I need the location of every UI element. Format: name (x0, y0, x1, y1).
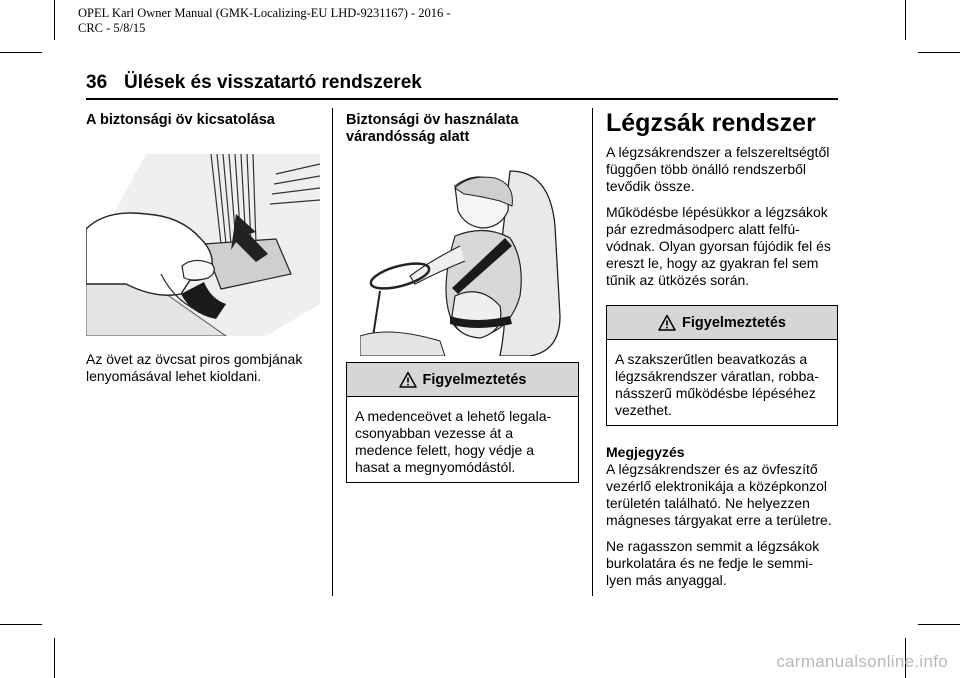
body-paragraph (86, 351, 320, 385)
warning-box (606, 305, 838, 426)
text-line: vezérlő elektronikája a középkonzol (606, 478, 828, 494)
watermark: carmanualsonline.info (776, 652, 948, 671)
pregnant-driver-seatbelt-illustration (360, 166, 570, 356)
section-heading: A biztonsági öv kicsatolása (86, 112, 275, 128)
crop-mark (0, 624, 42, 625)
column-buckle-release (86, 108, 320, 385)
body-paragraph (606, 204, 838, 289)
text-line: Ne ragasszon semmit a légzsákok (606, 538, 820, 554)
text-line: Az övet az övcsat piros gombjának (86, 351, 303, 367)
crop-mark (0, 52, 42, 53)
text-line: csonyabban vezesse át a (355, 425, 513, 441)
text-line: burkolatára és ne fedje le semmi- (606, 555, 813, 571)
text-line: A légzsákrendszer a felszereltségtől (606, 144, 830, 160)
seatbelt-buckle-release-illustration (86, 154, 320, 336)
warning-triangle-icon (658, 314, 676, 332)
section-heading (346, 112, 579, 146)
text-line: medence felett, hogy védje a (355, 442, 535, 458)
text-line: A szakszerűtlen beavatkozás a (615, 351, 808, 367)
column-divider (592, 108, 593, 596)
document-meta-line: CRC - 5/8/15 (78, 21, 146, 35)
warning-text (355, 408, 570, 476)
text-line: násszerű működésbe lépéséhez (615, 385, 816, 401)
page-title: Ülések és visszatartó rendszerek (124, 72, 422, 93)
document-meta-line: OPEL Karl Owner Manual (GMK-Localizing-EU LHD-9231167) - 2016 - (78, 6, 451, 20)
header-rule (86, 98, 838, 100)
warning-header (347, 363, 578, 397)
text-line: tevődik össze. (606, 178, 695, 194)
text-line: hasat a megnyomódástól. (355, 459, 516, 475)
text-line: függően több önálló rendszerből (606, 161, 807, 177)
column-airbag-system (606, 108, 838, 589)
text-line: légzsákrendszer váratlan, robba- (615, 368, 819, 384)
text-line: tűnik az ütközés során. (606, 272, 750, 288)
warning-text (615, 351, 829, 419)
heading-line: várandósság alatt (346, 129, 470, 145)
warning-body (607, 340, 837, 425)
body-paragraph (606, 538, 838, 589)
crop-mark (918, 52, 960, 53)
crop-mark (905, 0, 906, 40)
crop-mark (54, 638, 55, 678)
text-line: területén található. Ne helyezzen (606, 495, 810, 511)
warning-body (347, 397, 578, 482)
text-line: lyen más anyaggal. (606, 572, 727, 588)
crop-mark (54, 0, 55, 40)
text-line: ereszt le, hogy az gyakran fel sem (606, 255, 819, 271)
crop-mark (918, 624, 960, 625)
text-line: mágneses tárgyakat erre a területre. (606, 512, 832, 528)
warning-box (346, 362, 579, 483)
section-title: Légzsák rendszer (606, 109, 816, 137)
text-line: vezethet. (615, 402, 672, 418)
warning-title: Figyelmeztetés (682, 314, 786, 331)
text-line: A légzsákrendszer és az övfeszítő (606, 461, 818, 477)
text-line: Működésbe lépésükkor a légzsákok (606, 204, 828, 220)
column-divider (332, 108, 333, 596)
text-line: A medenceövet a lehető legala- (355, 408, 552, 424)
warning-triangle-icon (399, 371, 417, 389)
text-line: pár ezredmásodperc alatt felfú- (606, 221, 800, 237)
body-paragraph (606, 461, 838, 529)
warning-title: Figyelmeztetés (422, 371, 527, 388)
document-meta (78, 6, 451, 36)
text-line: lenyomásával lehet kioldani. (86, 368, 262, 384)
page-number: 36 (86, 72, 108, 93)
body-paragraph (606, 144, 838, 195)
heading-line: Biztonsági öv használata (346, 112, 519, 128)
text-line: vódnak. Olyan gyorsan fújódik fel és (606, 238, 831, 254)
column-pregnancy-seatbelt (346, 108, 579, 483)
note-heading: Megjegyzés (606, 444, 685, 460)
warning-header (607, 306, 837, 340)
